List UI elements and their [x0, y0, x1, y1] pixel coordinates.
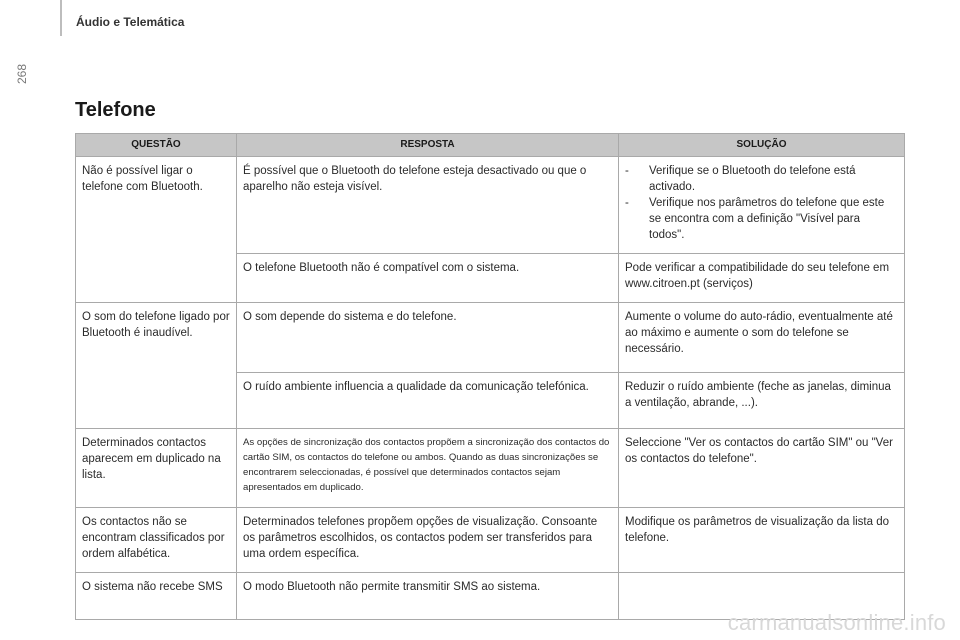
troubleshooting-table [75, 133, 905, 620]
answer-cell: O modo Bluetooth não permite transmitir SMS ao sistema. [237, 573, 619, 620]
solution-item: - Verifique se o Bluetooth do telefone está activado. [625, 163, 898, 195]
question-cell: O som do telefone ligado por Bluetooth é inaudível. [76, 303, 237, 429]
solution-cell: Reduzir o ruído ambiente (feche as janelas, diminua a ventilação, abrande, ...). [619, 373, 905, 429]
header-answer: RESPOSTA [237, 134, 619, 157]
page-number: 268 [15, 63, 29, 85]
table-header-row [76, 134, 905, 157]
solution-list [625, 163, 898, 243]
question-cell: Os contactos não se encontram classificados por ordem alfabética. [76, 508, 237, 573]
answer-cell: O som depende do sistema e do telefone. [237, 303, 619, 373]
table-row [76, 429, 905, 508]
solution-cell: Modifique os parâmetros de visualização da lista do telefone. [619, 508, 905, 573]
answer-cell: As opções de sincronização dos contactos propõem a sincronização dos contactos do cartão SIM, os contactos do telefone ou ambos. Quando as duas sincronizações se encontrarem seleccionadas, é possível que determinados contactos sejam apresentados em duplicado. [237, 429, 619, 508]
watermark: carmanualsonline.info [727, 610, 946, 635]
solution-cell: Seleccione "Ver os contactos do cartão SIM" ou "Ver os contactos do telefone". [619, 429, 905, 508]
side-divider [60, 0, 62, 36]
question-cell: Determinados contactos aparecem em duplicado na lista. [76, 429, 237, 508]
solution-cell: Aumente o volume do auto-rádio, eventualmente até ao máximo e aumente o som do telefone se necessário. [619, 303, 905, 373]
section-title: Telefone [75, 99, 156, 121]
header-question: QUESTÃO [76, 134, 237, 157]
table-row [76, 157, 905, 254]
header-solution: SOLUÇÃO [619, 134, 905, 157]
chapter-title: Áudio e Telemática [76, 15, 185, 29]
solution-item: - Verifique nos parâmetros do telefone que este se encontra com a definição "Visível para todos". [625, 195, 898, 243]
answer-cell: O telefone Bluetooth não é compatível com o sistema. [237, 254, 619, 303]
solution-cell: Pode verificar a compatibilidade do seu telefone em www.citroen.pt (serviços) [619, 254, 905, 303]
answer-cell: O ruído ambiente influencia a qualidade da comunicação telefónica. [237, 373, 619, 429]
table-row [76, 303, 905, 373]
answer-cell: É possível que o Bluetooth do telefone esteja desactivado ou que o aparelho não esteja visível. [237, 157, 619, 254]
table-row [76, 508, 905, 573]
question-cell: O sistema não recebe SMS [76, 573, 237, 620]
answer-cell: Determinados telefones propõem opções de visualização. Consoante os parâmetros escolhidos, os contactos podem ser transferidos para uma ordem específica. [237, 508, 619, 573]
solution-cell [619, 157, 905, 254]
question-cell: Não é possível ligar o telefone com Bluetooth. [76, 157, 237, 303]
